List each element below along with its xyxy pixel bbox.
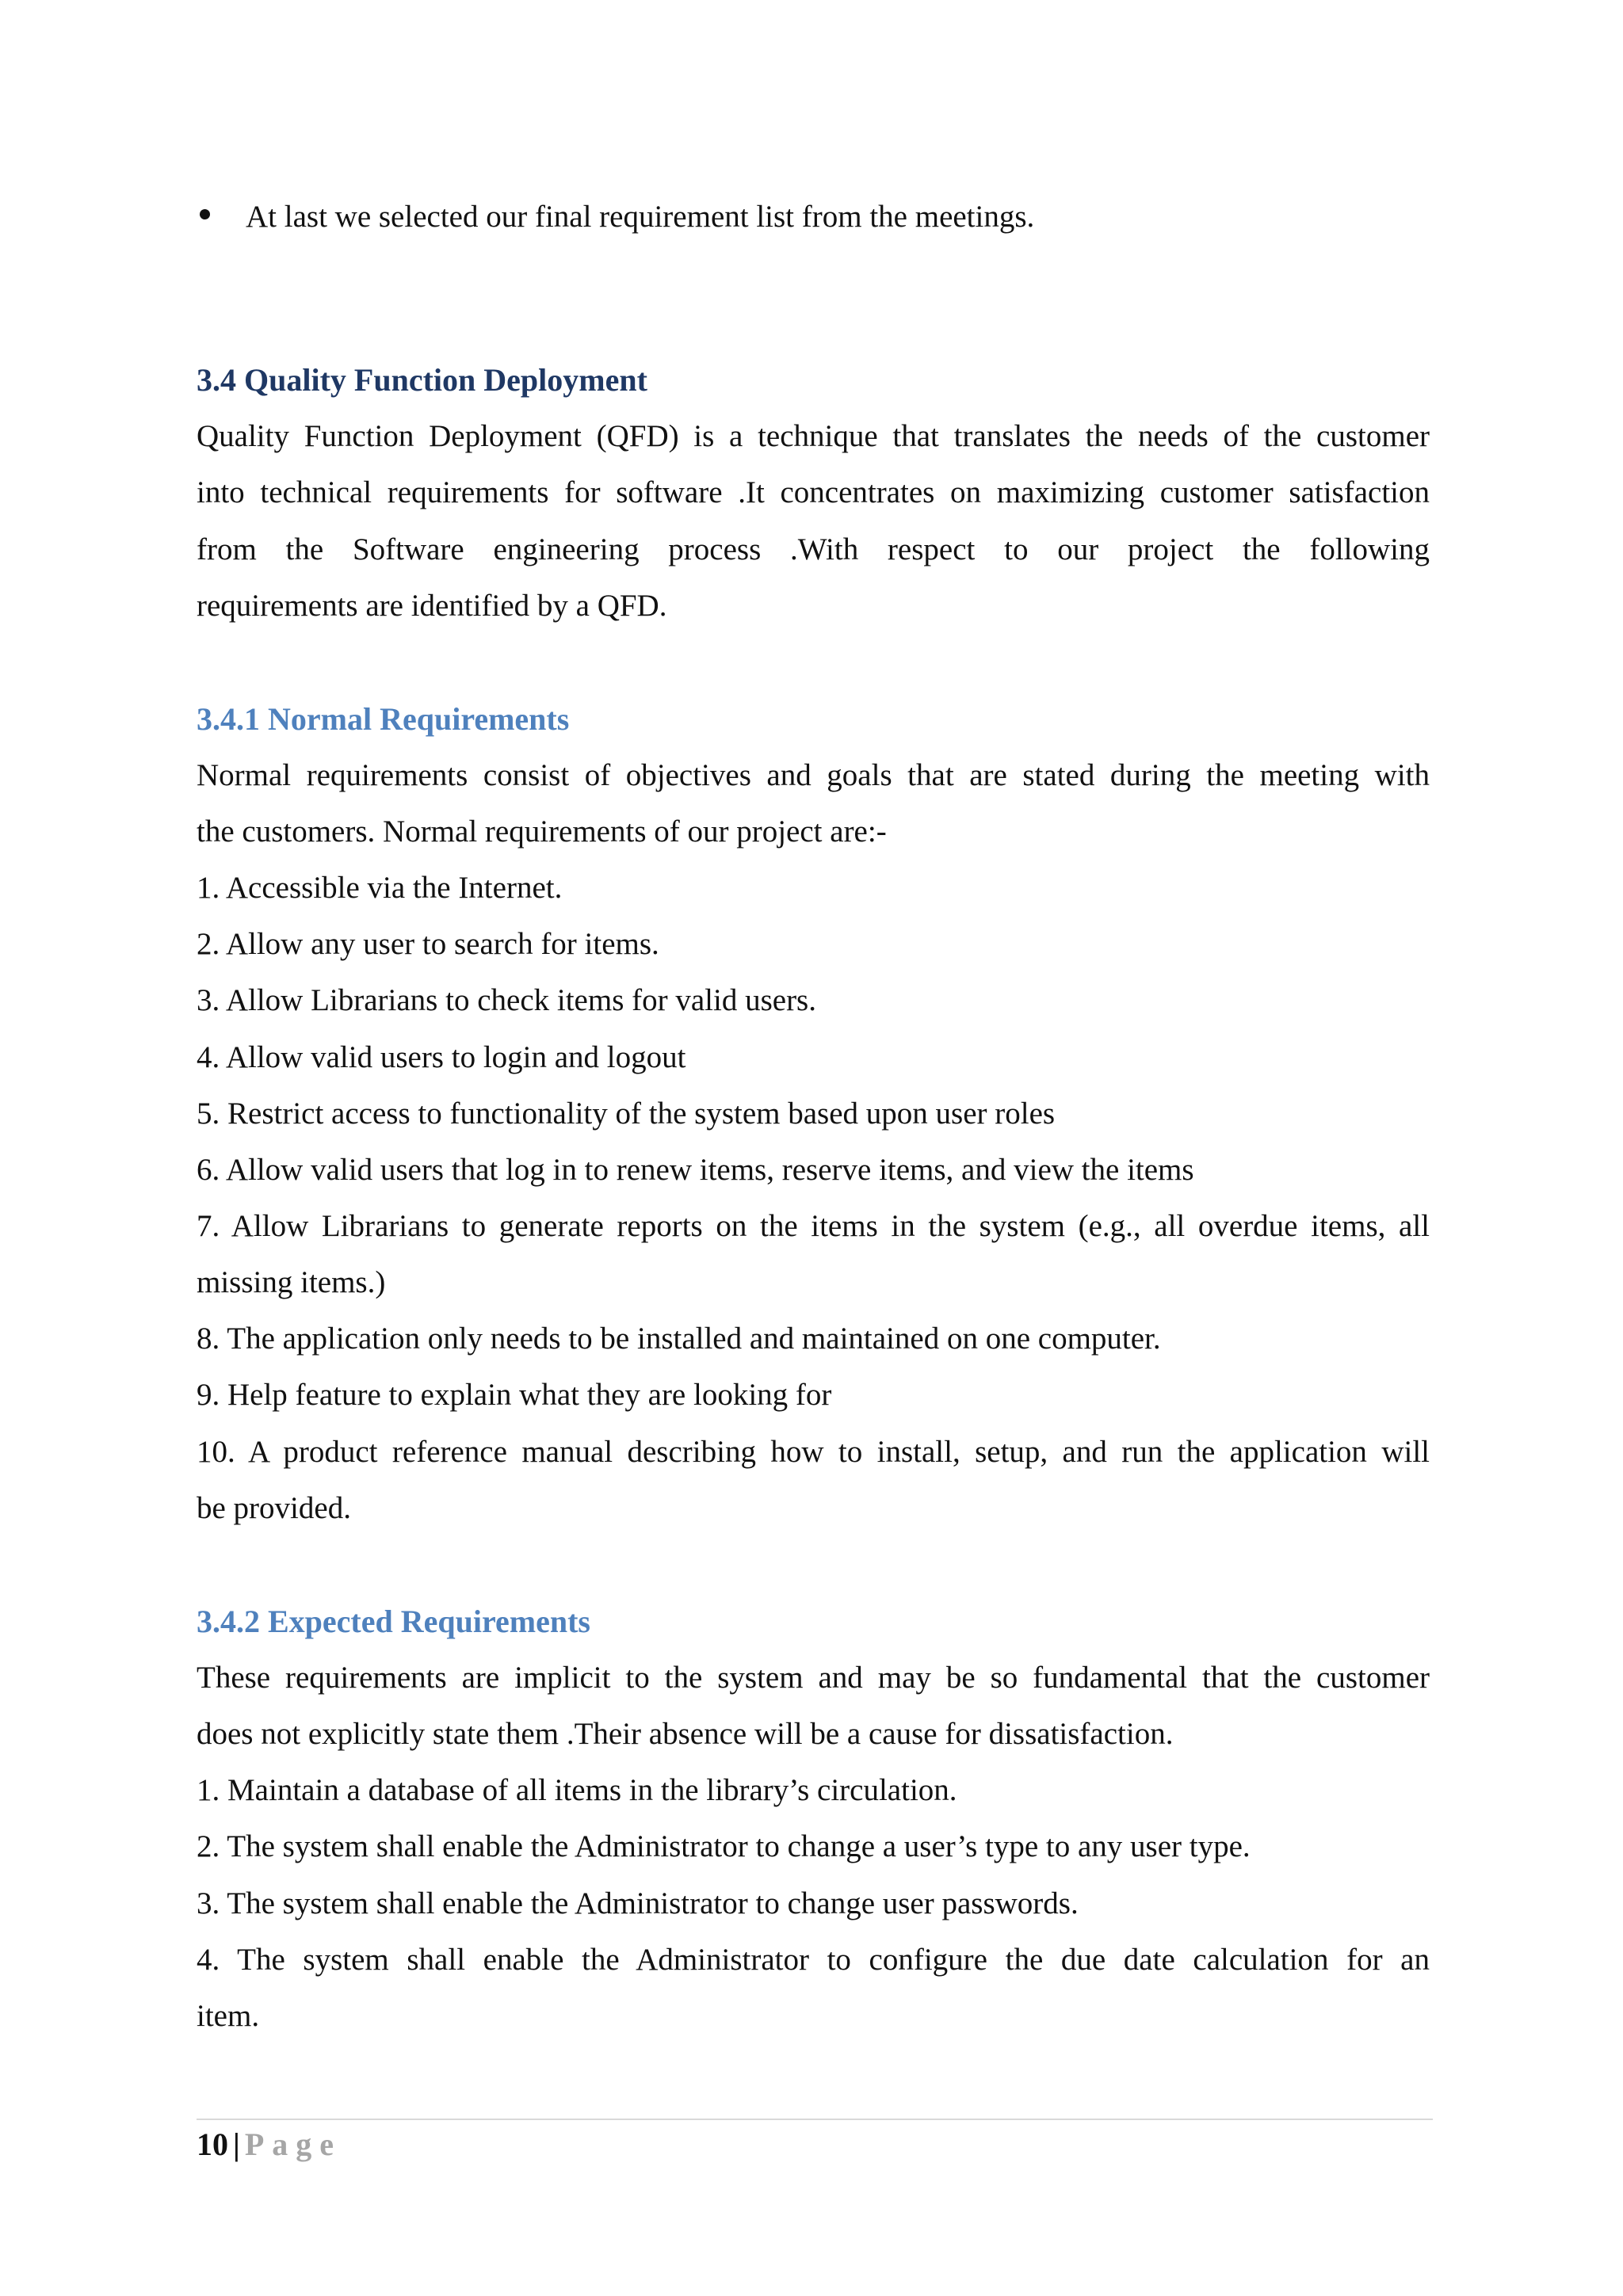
list-item: 6. Allow valid users that log in to renew items, reserve items, and view the items: [197, 1153, 1194, 1187]
page-number: 10: [197, 2126, 228, 2162]
list-item: 3. The system shall enable the Administrator to change user passwords.: [197, 1886, 1079, 1920]
paragraph-line: from the Software engineering process .With respect to our project the following: [197, 532, 1430, 566]
list-item-continuation: be provided.: [197, 1491, 351, 1525]
list-item: 2. Allow any user to search for items.: [197, 927, 659, 961]
list-item: 5. Restrict access to functionality of the system based upon user roles: [197, 1097, 1056, 1131]
paragraph-line: into technical requirements for software .It concentrates on maximizing customer satisfaction: [197, 475, 1430, 509]
list-item: 1. Maintain a database of all items in the library’s circulation.: [197, 1773, 957, 1807]
paragraph-line: These requirements are implicit to the system and may be so fundamental that the customer: [197, 1661, 1430, 1695]
list-item: 2. The system shall enable the Administrator to change a user’s type to any user type.: [197, 1829, 1251, 1863]
list-item: 1. Accessible via the Internet.: [197, 871, 563, 905]
section-heading-3-4-2: 3.4.2 Expected Requirements: [197, 1604, 590, 1639]
list-item-continuation: missing items.): [197, 1265, 386, 1299]
list-item: 3. Allow Librarians to check items for valid users.: [197, 983, 816, 1017]
list-item: 4. The system shall enable the Administrator to configure the due date calculation for an: [197, 1943, 1430, 1977]
list-item: 8. The application only needs to be installed and maintained on one computer.: [197, 1322, 1161, 1356]
paragraph-line: requirements are identified by a QFD.: [197, 589, 667, 623]
bullet-icon: [200, 209, 210, 219]
list-item: 10. A product reference manual describing how to install, setup, and run the application will: [197, 1435, 1430, 1469]
paragraph-line: Quality Function Deployment (QFD) is a technique that translates the needs of the customer: [197, 419, 1430, 453]
document-page: [197, 0, 1430, 2296]
list-item: 4. Allow valid users to login and logout: [197, 1040, 686, 1074]
section-heading-3-4: 3.4 Quality Function Deployment: [197, 362, 647, 398]
section-heading-3-4-1: 3.4.1 Normal Requirements: [197, 701, 570, 737]
paragraph-line: the customers. Normal requirements of our project are:-: [197, 814, 887, 849]
footer-divider: [197, 2119, 1433, 2120]
paragraph-line: does not explicitly state them .Their absence will be a cause for dissatisfaction.: [197, 1717, 1174, 1751]
page-footer: [197, 2123, 342, 2166]
page-label: Page: [244, 2126, 342, 2162]
paragraph-line: Normal requirements consist of objectives and goals that are stated during the meeting with: [197, 758, 1430, 792]
list-item-continuation: item.: [197, 1999, 260, 2033]
bullet-text: At last we selected our final requirement list from the meetings.: [246, 200, 1035, 234]
list-item: 9. Help feature to explain what they are looking for: [197, 1378, 832, 1412]
footer-separator: |: [233, 2126, 240, 2162]
list-item: 7. Allow Librarians to generate reports on the items in the system (e.g., all overdue items, all: [197, 1209, 1430, 1243]
